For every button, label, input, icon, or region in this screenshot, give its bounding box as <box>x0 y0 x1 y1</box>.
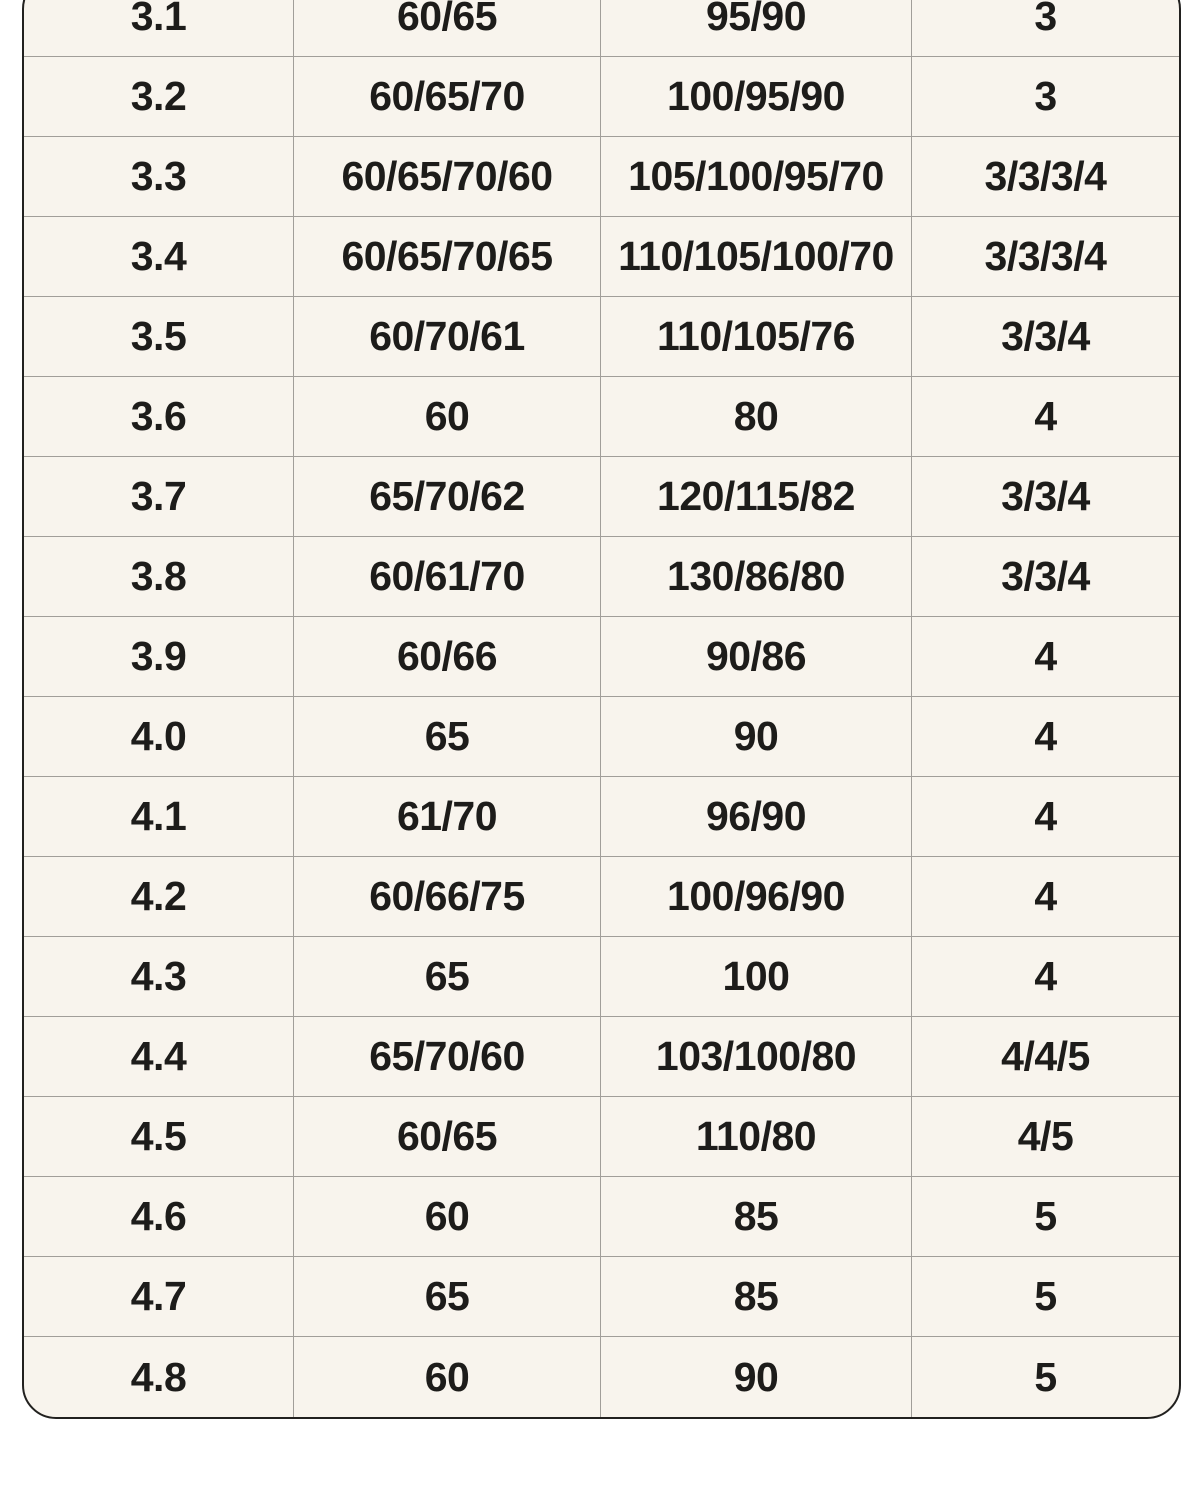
table-cell: 60/66/75 <box>294 857 601 937</box>
table-cell: 60/65/70/60 <box>294 137 601 217</box>
table-cell: 120/115/82 <box>601 457 912 537</box>
table-cell: 103/100/80 <box>601 1017 912 1097</box>
table-cell: 3.5 <box>24 297 294 377</box>
table-cell: 4.4 <box>24 1017 294 1097</box>
table-cell: 3/3/3/4 <box>912 217 1179 297</box>
table-cell: 100 <box>601 937 912 1017</box>
table-cell: 96/90 <box>601 777 912 857</box>
table-cell: 85 <box>601 1257 912 1337</box>
table-cell: 3/3/3/4 <box>912 137 1179 217</box>
table-cell: 80 <box>601 377 912 457</box>
table-cell: 61/70 <box>294 777 601 857</box>
table-cell: 3.1 <box>24 0 294 57</box>
table-cell: 60/65 <box>294 1097 601 1177</box>
data-table <box>24 0 1179 1417</box>
table-cell: 65 <box>294 1257 601 1337</box>
table-cell: 110/105/100/70 <box>601 217 912 297</box>
table-cell: 4/5 <box>912 1097 1179 1177</box>
table-cell: 65 <box>294 697 601 777</box>
table-cell: 100/96/90 <box>601 857 912 937</box>
table-cell: 3.9 <box>24 617 294 697</box>
table-cell: 90 <box>601 1337 912 1417</box>
table-cell: 4.6 <box>24 1177 294 1257</box>
table-cell: 60/66 <box>294 617 601 697</box>
table-cell: 60 <box>294 377 601 457</box>
table-cell: 4.2 <box>24 857 294 937</box>
table-cell: 4 <box>912 377 1179 457</box>
table-cell: 100/95/90 <box>601 57 912 137</box>
table-cell: 5 <box>912 1177 1179 1257</box>
table-cell: 60/70/61 <box>294 297 601 377</box>
table-cell: 60/65 <box>294 0 601 57</box>
table-cell: 3.7 <box>24 457 294 537</box>
table-cell: 3.2 <box>24 57 294 137</box>
table-cell: 3 <box>912 57 1179 137</box>
table-cell: 65 <box>294 937 601 1017</box>
table-cell: 3.6 <box>24 377 294 457</box>
table-cell: 4 <box>912 857 1179 937</box>
table-cell: 105/100/95/70 <box>601 137 912 217</box>
table-cell: 3/3/4 <box>912 457 1179 537</box>
table-cell: 4.3 <box>24 937 294 1017</box>
table-cell: 4/4/5 <box>912 1017 1179 1097</box>
table-cell: 110/105/76 <box>601 297 912 377</box>
table-cell: 3/3/4 <box>912 297 1179 377</box>
table-cell: 3.4 <box>24 217 294 297</box>
table-cell: 60/65/70/65 <box>294 217 601 297</box>
table-cell: 4.5 <box>24 1097 294 1177</box>
table-card <box>22 0 1181 1419</box>
table-cell: 60/65/70 <box>294 57 601 137</box>
table-cell: 130/86/80 <box>601 537 912 617</box>
table-cell: 4 <box>912 937 1179 1017</box>
table-cell: 60/61/70 <box>294 537 601 617</box>
table-cell: 90 <box>601 697 912 777</box>
table-cell: 4.0 <box>24 697 294 777</box>
table-cell: 60 <box>294 1177 601 1257</box>
table-cell: 4.8 <box>24 1337 294 1417</box>
table-cell: 95/90 <box>601 0 912 57</box>
table-cell: 90/86 <box>601 617 912 697</box>
table-cell: 3 <box>912 0 1179 57</box>
table-cell: 4 <box>912 697 1179 777</box>
table-cell: 4 <box>912 777 1179 857</box>
table-cell: 3.8 <box>24 537 294 617</box>
table-cell: 60 <box>294 1337 601 1417</box>
table-cell: 3/3/4 <box>912 537 1179 617</box>
table-cell: 110/80 <box>601 1097 912 1177</box>
table-cell: 65/70/60 <box>294 1017 601 1097</box>
table-cell: 85 <box>601 1177 912 1257</box>
table-cell: 3.3 <box>24 137 294 217</box>
table-cell: 65/70/62 <box>294 457 601 537</box>
table-cell: 4 <box>912 617 1179 697</box>
table-cell: 4.1 <box>24 777 294 857</box>
table-cell: 4.7 <box>24 1257 294 1337</box>
table-cell: 5 <box>1034 1353 1057 1400</box>
table-cell: 5 <box>912 1257 1179 1337</box>
